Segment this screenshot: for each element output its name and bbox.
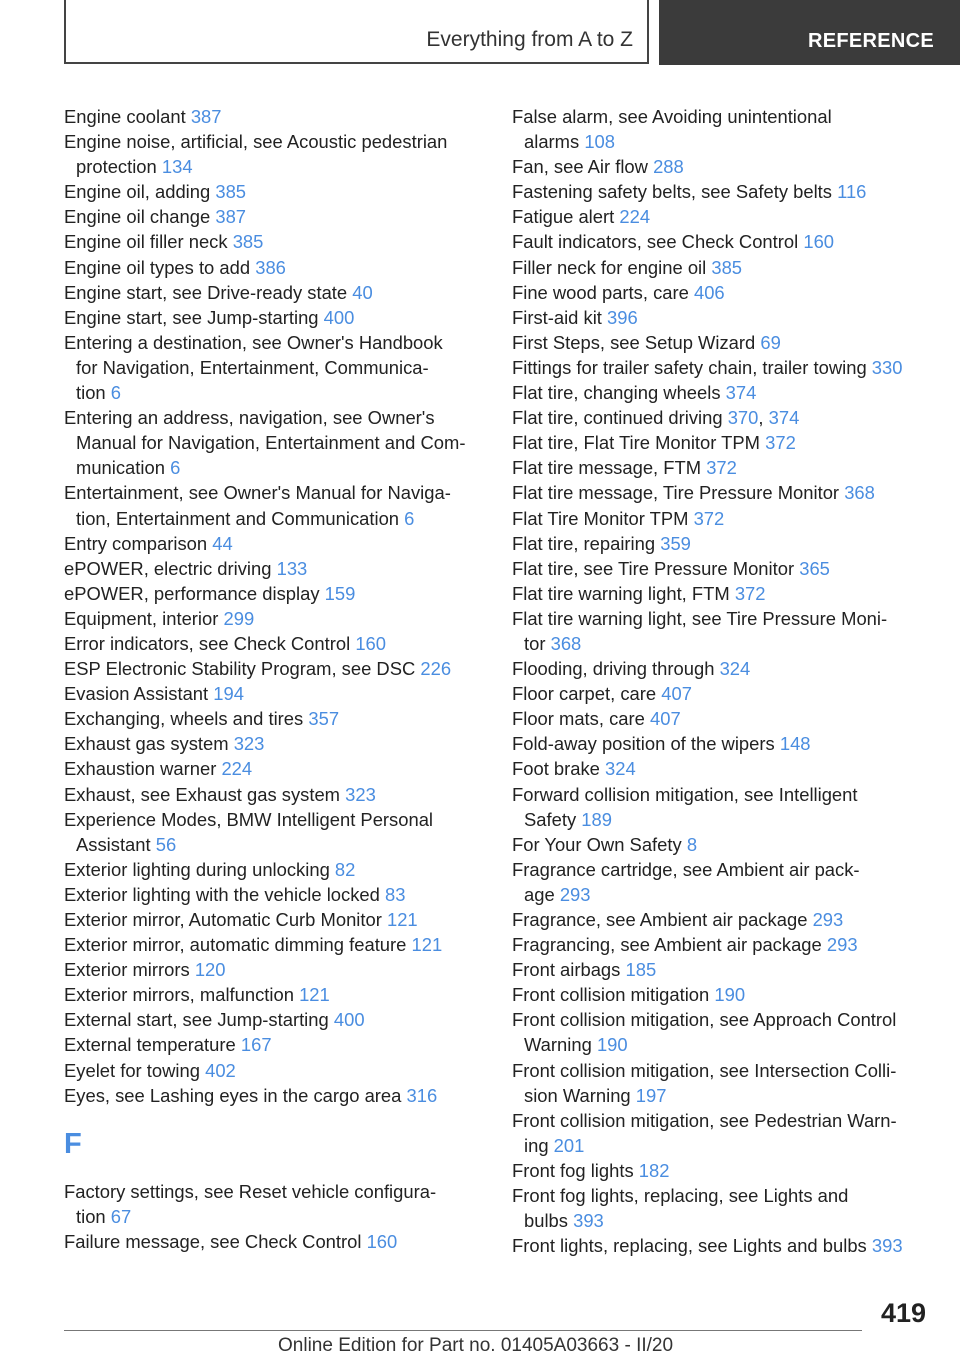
index-entry-text: Front collision mitigation, see Pedestrian Warn- <box>512 1109 897 1131</box>
index-entry <box>64 204 484 229</box>
index-entry-text: Entering a destination, see Owner's Handbook <box>64 331 443 353</box>
index-entry-text: Fragrance, see Ambient air package <box>512 909 808 930</box>
index-entry-continuation: protection <box>76 156 157 178</box>
page-link[interactable]: 159 <box>324 582 356 604</box>
index-entry-text: Eyelet for towing <box>64 1059 200 1081</box>
index-entry-text: Fittings for trailer safety chain, trailer towing <box>512 356 867 378</box>
index-entry-continuation: tion <box>76 382 106 404</box>
page-link[interactable]: 406 <box>693 281 725 303</box>
index-entry <box>512 455 932 480</box>
index-entry-text: Filler neck for engine oil <box>512 256 707 278</box>
index-entry <box>64 129 484 179</box>
index-entry-text: External temperature <box>64 1034 236 1056</box>
index-entry <box>64 907 484 932</box>
index-entry <box>64 581 484 606</box>
index-entry <box>64 229 484 254</box>
index-entry-text: Error indicators, see Check Control <box>64 632 351 654</box>
index-entry-text: Exterior mirror, automatic dimming feature <box>64 934 407 956</box>
page-link[interactable]: 324 <box>605 758 636 780</box>
index-entry-text: Engine oil change <box>64 206 211 228</box>
page-link[interactable]: 368 <box>844 482 875 504</box>
page-link[interactable]: 365 <box>799 557 830 579</box>
index-entry <box>64 631 484 656</box>
index-entry-text: Fragrance cartridge, see Ambient air pack- <box>512 858 860 880</box>
index-entry-text: Engine oil filler neck <box>64 231 228 253</box>
index-entry-continuation: Warning <box>524 1034 592 1056</box>
page-link[interactable]: 82 <box>334 858 356 880</box>
index-entry <box>64 932 484 957</box>
index-entry <box>512 430 932 455</box>
index-entry-continuation: age <box>524 883 555 905</box>
index-entry-continuation: tor <box>524 632 546 654</box>
index-entry-text: Fatigue alert <box>512 206 615 228</box>
index-entry-text: False alarm, see Avoiding unintentional <box>512 106 832 127</box>
index-entry-text: For Your Own Safety <box>512 833 682 855</box>
page-link[interactable]: 108 <box>584 131 615 153</box>
page-link[interactable]: 69 <box>760 331 781 353</box>
page-link[interactable]: 393 <box>573 1210 604 1232</box>
index-entry <box>512 330 932 355</box>
page-link[interactable]: 372 <box>693 507 725 529</box>
index-entry-continuation: sion Warning <box>524 1084 631 1106</box>
page-link[interactable]: 370 <box>727 407 759 429</box>
index-entry <box>512 1158 932 1183</box>
index-entry-text: Flat tire warning light, FTM <box>512 582 730 604</box>
index-entry: Flat tire, continued driving 370, 374 <box>512 407 800 429</box>
index-entry-text: Fault indicators, see Check Control <box>512 231 799 253</box>
index-entry-text: Flat tire warning light, see Tire Pressure Moni- <box>512 607 888 629</box>
index-entry-text: Exterior mirror, Automatic Curb Monitor <box>64 909 382 930</box>
page-link[interactable]: 324 <box>719 658 751 680</box>
index-entry <box>512 255 932 280</box>
page-link[interactable]: 6 <box>404 507 415 529</box>
index-entry <box>64 1007 484 1032</box>
index-entry <box>64 556 484 581</box>
index-entry-text: Engine oil types to add <box>64 256 251 278</box>
index-entry-text: Engine noise, artificial, see Acoustic pedestrian <box>64 131 448 153</box>
index-entry-text: Failure message, see Check Control <box>64 1230 362 1252</box>
index-entry-text: Eyes, see Lashing eyes in the cargo area <box>64 1084 402 1106</box>
index-entry <box>64 982 484 1007</box>
index-entry <box>512 832 932 857</box>
page-link[interactable]: 316 <box>406 1084 438 1106</box>
index-entry-text: ePOWER, electric driving <box>64 557 272 579</box>
index-entry-text: Exterior mirrors, malfunction <box>64 984 294 1006</box>
index-entry <box>512 506 932 531</box>
index-entry <box>64 807 484 857</box>
index-entry-text: Entertainment, see Owner's Manual for Naviga- <box>64 482 451 504</box>
index-entry <box>512 907 932 932</box>
index-entry-text: Front fog lights, replacing, see Lights and <box>512 1185 849 1207</box>
index-entry-text: Flat tire, changing wheels <box>512 382 721 404</box>
page-link[interactable]: 148 <box>779 733 811 755</box>
index-entry <box>64 255 484 280</box>
index-entry <box>64 280 484 305</box>
page-link[interactable]: 160 <box>355 632 386 654</box>
index-entry-text: Front collision mitigation, see Intersection Colli- <box>512 1059 897 1081</box>
index-entry <box>512 1108 932 1158</box>
page-link[interactable]: 194 <box>213 683 244 705</box>
index-entry-text: Flooding, driving through <box>512 658 715 680</box>
index-entry-text: Front collision mitigation, see Approach Control <box>512 1009 897 1031</box>
index-entry <box>64 1179 484 1229</box>
index-entry <box>512 1007 932 1057</box>
page-link[interactable]: 374 <box>768 407 800 429</box>
index-entry-text: Exterior lighting during unlocking <box>64 858 330 880</box>
index-entry <box>64 1229 484 1254</box>
index-entry-text: Front collision mitigation <box>512 984 710 1006</box>
page-link[interactable]: 385 <box>232 231 264 253</box>
page-link[interactable]: 56 <box>155 833 177 855</box>
index-entry <box>512 656 932 681</box>
index-entry-text: Flat tire message, FTM <box>512 457 702 479</box>
index-entry <box>64 681 484 706</box>
index-entry-text: Engine oil, adding <box>64 181 211 203</box>
index-entry-text: Equipment, interior <box>64 607 219 629</box>
reference-tab <box>659 0 960 65</box>
index-entry-text: Foot brake <box>512 758 600 780</box>
page-link[interactable]: 368 <box>550 632 582 654</box>
page-link[interactable]: 386 <box>255 256 286 278</box>
page-link[interactable]: 374 <box>725 382 757 404</box>
page-link[interactable]: 288 <box>653 156 684 178</box>
footer-divider <box>64 1330 862 1331</box>
page-link[interactable]: 224 <box>221 758 253 780</box>
footer-edition <box>278 1335 673 1357</box>
page-link[interactable]: 40 <box>352 281 373 303</box>
page-link[interactable]: 402 <box>205 1059 236 1081</box>
page-link[interactable]: 372 <box>765 432 796 454</box>
page-link[interactable]: 330 <box>871 356 903 378</box>
index-entry-text: Engine coolant <box>64 106 186 127</box>
index-entry-text: Fan, see Air flow <box>512 156 648 178</box>
index-entry <box>64 305 484 330</box>
index-entry-text: Engine start, see Jump-starting <box>64 306 319 328</box>
index-entry <box>64 756 484 781</box>
index-entry-text: Experience Modes, BMW Intelligent Personal <box>64 808 434 830</box>
index-entry-text: Exchanging, wheels and tires <box>64 708 304 730</box>
index-entry <box>512 606 932 656</box>
index-entry-text: Exterior lighting with the vehicle locked <box>64 883 380 905</box>
index-entry <box>512 280 932 305</box>
index-entry <box>64 857 484 882</box>
page-link[interactable]: 6 <box>170 457 181 479</box>
page-link[interactable]: 385 <box>711 256 743 278</box>
index-entry-text: Flat tire message, Tire Pressure Monitor <box>512 482 840 504</box>
index-entry-text: Entry comparison <box>64 532 208 554</box>
page-link[interactable]: 190 <box>596 1034 628 1056</box>
page-link[interactable]: 387 <box>215 206 247 228</box>
index-entry-text: Front lights, replacing, see Lights and bulbs <box>512 1235 867 1257</box>
index-entry <box>512 581 932 606</box>
page-link[interactable]: 189 <box>581 808 612 830</box>
index-entry-text: First-aid kit <box>512 306 602 328</box>
index-entry <box>512 1058 932 1108</box>
page-link[interactable]: 400 <box>333 1009 365 1031</box>
index-entry <box>64 1032 484 1057</box>
index-entry-text: Fastening safety belts, see Safety belts <box>512 181 832 203</box>
page-link[interactable]: 185 <box>625 959 657 981</box>
page-link[interactable]: 293 <box>812 909 844 930</box>
page-link[interactable]: 323 <box>345 783 376 805</box>
page-link[interactable]: 197 <box>635 1084 667 1106</box>
index-entry <box>512 380 932 405</box>
index-entry <box>64 1058 484 1083</box>
index-entry-text: Flat tire, see Tire Pressure Monitor <box>512 557 795 579</box>
index-entry-text: Fold-away position of the wipers <box>512 733 775 755</box>
index-entry-continuation: Safety <box>524 808 577 830</box>
page-link[interactable]: 387 <box>190 106 222 127</box>
section-title: Everything from A to Z <box>426 28 633 51</box>
page-number: 419 <box>880 1298 926 1328</box>
page-link[interactable]: 407 <box>649 708 681 730</box>
index-entry <box>512 982 932 1007</box>
index-entry-text: Entering an address, navigation, see Owner's <box>64 407 435 429</box>
index-entry-text: Exterior mirrors <box>64 959 190 981</box>
page-link[interactable]: 121 <box>411 934 443 956</box>
page-link[interactable]: 133 <box>276 557 308 579</box>
index-entry-continuation: tion, Entertainment and Communication <box>76 507 400 529</box>
index-entry <box>512 305 932 330</box>
index-entry-text: ePOWER, performance display <box>64 582 320 604</box>
index-entry-text: Flat tire, continued driving <box>512 407 723 429</box>
page-link[interactable]: 224 <box>619 206 651 228</box>
page-link[interactable]: 167 <box>240 1034 272 1056</box>
index-entry-continuation: munication <box>76 457 165 479</box>
index-entry <box>64 480 484 530</box>
page-link[interactable]: 323 <box>233 733 265 755</box>
index-entry <box>64 179 484 204</box>
index-entry-text: Exhaustion warner <box>64 758 217 780</box>
index-column-left <box>64 104 484 1254</box>
page-link[interactable]: 160 <box>803 231 835 253</box>
page-link[interactable]: 201 <box>553 1134 585 1156</box>
index-entry <box>512 681 932 706</box>
page-link[interactable]: 182 <box>638 1159 670 1181</box>
page-link[interactable]: 8 <box>686 833 698 855</box>
index-entry-text: Factory settings, see Reset vehicle configura- <box>64 1180 437 1202</box>
index-entry-continuation: alarms <box>524 131 580 153</box>
index-entry <box>512 229 932 254</box>
page-link[interactable]: 372 <box>734 582 766 604</box>
page-link[interactable]: 134 <box>161 156 193 178</box>
index-entry-continuation: tion <box>76 1205 106 1227</box>
index-entry <box>64 606 484 631</box>
index-entry <box>64 782 484 807</box>
index-entry <box>512 204 932 229</box>
page-link[interactable]: 293 <box>559 883 591 905</box>
index-entry <box>512 957 932 982</box>
page-link[interactable]: 44 <box>212 532 233 554</box>
index-entry <box>512 782 932 832</box>
page-link[interactable]: 396 <box>607 306 638 328</box>
page-link[interactable]: 121 <box>299 984 330 1006</box>
index-entry <box>512 731 932 756</box>
page-link[interactable]: 120 <box>194 959 226 981</box>
index-entry-text: Flat tire, Flat Tire Monitor TPM <box>512 432 760 454</box>
index-entry <box>64 405 484 480</box>
index-entry <box>512 756 932 781</box>
index-entry <box>64 104 484 129</box>
page-link[interactable]: 190 <box>714 984 746 1006</box>
page-link[interactable]: 372 <box>706 457 737 479</box>
index-entry <box>64 531 484 556</box>
page-link[interactable]: 116 <box>837 181 867 203</box>
index-entry <box>64 706 484 731</box>
index-entry-text: Flat Tire Monitor TPM <box>512 507 689 529</box>
index-entry-text: First Steps, see Setup Wizard <box>512 331 756 353</box>
index-entry <box>64 731 484 756</box>
index-entry-text: Front fog lights <box>512 1159 634 1181</box>
index-entry-continuation: bulbs <box>524 1210 568 1232</box>
index-entry <box>64 330 484 405</box>
index-entry-text: Fine wood parts, care <box>512 281 689 303</box>
page-link[interactable]: 357 <box>308 708 340 730</box>
page-link[interactable]: 293 <box>826 934 858 956</box>
index-entry-text: Floor carpet, care <box>512 683 657 705</box>
index-entry-continuation: for Navigation, Entertainment, Communica- <box>76 356 429 378</box>
index-entry-text: Exhaust gas system <box>64 733 229 755</box>
index-entry <box>512 706 932 731</box>
index-entry-text: ESP Electronic Stability Program, see DSC <box>64 658 416 680</box>
index-entry <box>512 556 932 581</box>
index-column-right <box>512 104 932 1258</box>
page-link[interactable]: 83 <box>385 883 406 905</box>
page-link[interactable]: 67 <box>110 1205 132 1227</box>
page-link[interactable]: 400 <box>323 306 355 328</box>
index-entry <box>512 932 932 957</box>
index-entry-text: External start, see Jump-starting <box>64 1009 329 1031</box>
page-link[interactable]: 407 <box>661 683 692 705</box>
page-link[interactable]: 160 <box>366 1230 398 1252</box>
section-header <box>64 0 649 64</box>
page-link[interactable]: 121 <box>386 909 418 930</box>
index-entry <box>64 1083 484 1108</box>
index-entry-text: Evasion Assistant <box>64 683 209 705</box>
index-entry <box>512 531 932 556</box>
index-entry <box>512 154 932 179</box>
index-entry <box>512 1183 932 1233</box>
index-entry-continuation: Manual for Navigation, Entertainment and Com- <box>76 432 466 454</box>
page-link[interactable]: 299 <box>223 607 255 629</box>
page-link[interactable]: 385 <box>215 181 247 203</box>
index-entry <box>64 656 484 681</box>
footer-edition-text: Online Edition for Part no. 01405A03663 - II/20 <box>278 1335 674 1356</box>
index-entry-text: Fragrancing, see Ambient air package <box>512 934 822 956</box>
index-entry-text: Floor mats, care <box>512 708 645 730</box>
index-entry-text: Flat tire, repairing <box>512 532 656 554</box>
index-entry <box>512 179 932 204</box>
index-entry-continuation: Assistant <box>76 833 151 855</box>
index-entry <box>512 1233 932 1258</box>
index-letter-heading: F <box>64 1127 82 1160</box>
index-entry-continuation: ing <box>524 1134 549 1156</box>
reference-tab-label: REFERENCE <box>808 30 935 52</box>
index-entry <box>64 882 484 907</box>
index-entry-text: Engine start, see Drive-ready state <box>64 281 348 303</box>
page-link[interactable]: 226 <box>420 658 452 680</box>
index-entry <box>512 857 932 907</box>
page-link[interactable]: 393 <box>871 1235 903 1257</box>
index-entry <box>512 104 932 154</box>
index-entry-text: Forward collision mitigation, see Intelligent <box>512 783 858 805</box>
index-entry <box>64 957 484 982</box>
index-entry-text: Front airbags <box>512 959 621 981</box>
index-entry <box>512 355 932 380</box>
page-link[interactable]: 359 <box>660 532 691 554</box>
index-entry <box>512 480 932 505</box>
index-entry-text: Exhaust, see Exhaust gas system <box>64 783 340 805</box>
page-link[interactable]: 6 <box>110 382 122 404</box>
